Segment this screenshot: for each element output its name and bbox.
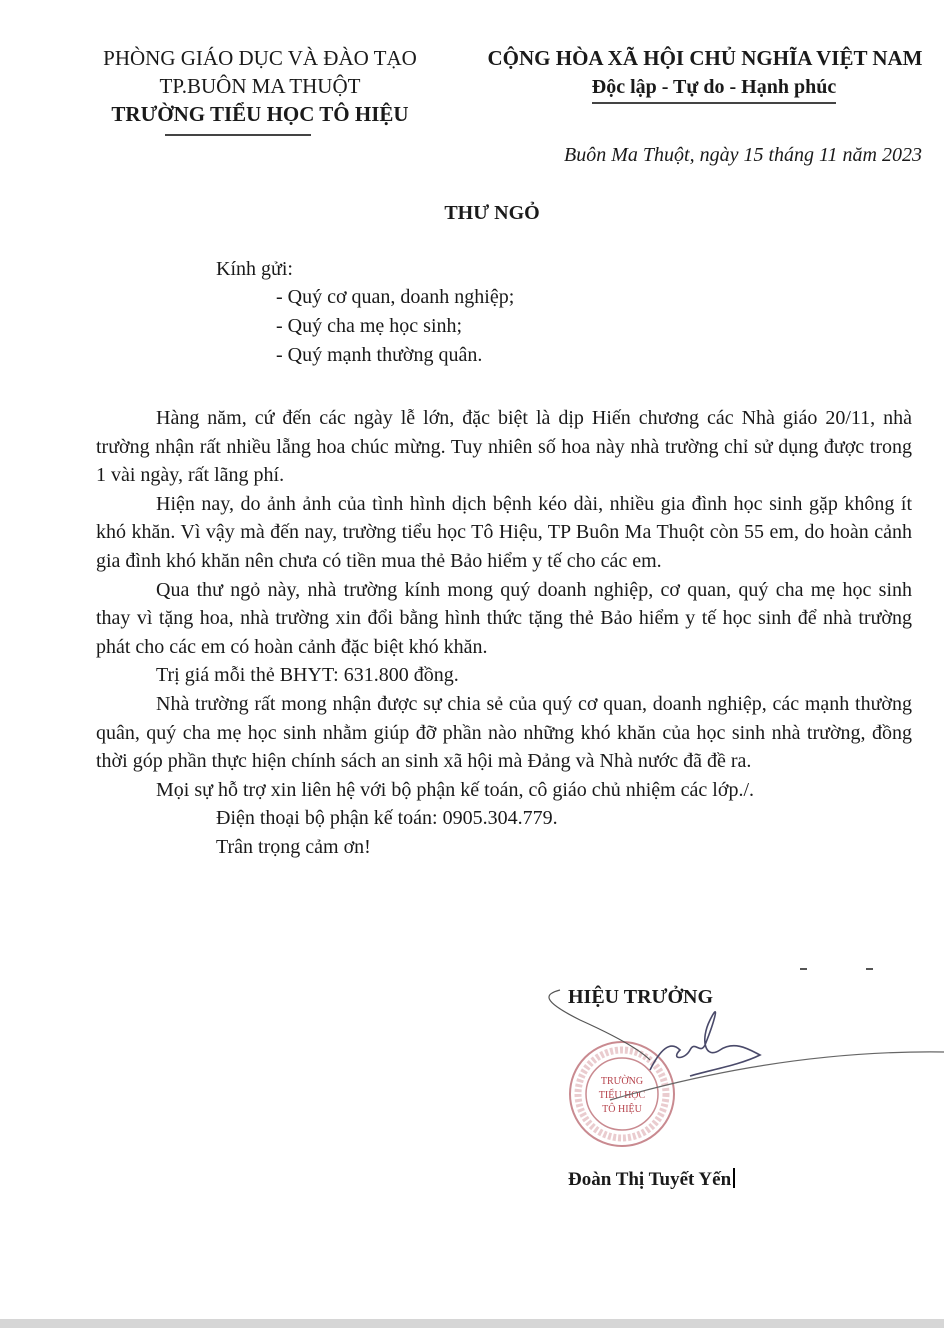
scan-mark (800, 968, 807, 970)
svg-text:TRƯỜNG: TRƯỜNG (600, 1076, 644, 1087)
recipient-item: - Quý cha mẹ học sinh; (276, 315, 463, 337)
handwritten-signature-icon (520, 980, 944, 1130)
scan-mark (866, 968, 873, 970)
national-title: CỘNG HÒA XÃ HỘI CHỦ NGHĨA VIỆT NAM (487, 46, 923, 70)
letter-title: THƯ NGỎ (444, 202, 540, 224)
recipient-item: - Quý mạnh thường quân. (276, 344, 483, 366)
recipient-item: - Quý cơ quan, doanh nghiệp; (276, 286, 515, 308)
text-cursor (733, 1168, 735, 1188)
body-paragraph: Hiện nay, do ảnh ảnh của tình hình dịch bệnh kéo dài, nhiều gia đình học sinh gặp không ít khó khăn. Vì vậy mà đến nay, trường tiểu học Tô Hiệu, TP Buôn Ma Thuột còn 55 em, do hoàn cảnh gia đình khó khăn nên chưa có tiền mua thẻ Bảo hiểm y tế cho các em. (96, 492, 912, 572)
header-underline (165, 134, 311, 136)
body-paragraph: Hàng năm, cứ đến các ngày lễ lớn, đặc biệt là dịp Hiến chương các Nhà giáo 20/11, nhà trường nhận rất nhiều lẵng hoa chúc mừng. Tuy nhiên số hoa này nhà trường chỉ sử dụng được trong 1 vài ngày, rất lãng phí. (96, 407, 912, 487)
signatory-name: Đoàn Thị Tuyết Yến (568, 1168, 735, 1191)
body-paragraph: Qua thư ngỏ này, nhà trường kính mong quý doanh nghiệp, cơ quan, quý cha mẹ học sinh thay vì tặng hoa, nhà trường xin đổi bằng hình thức tặng thẻ Bảo hiểm y tế học sinh để nhà trường phát cho các em có hoàn cảnh đặc biệt khó khăn. (96, 578, 912, 658)
city-name: TP.BUÔN MA THUỘT (159, 74, 361, 98)
svg-text:TÔ HIỆU: TÔ HIỆU (602, 1104, 642, 1115)
issuing-authority-block (60, 44, 460, 136)
greeting: Kính gửi: (216, 258, 293, 280)
document-date: Buôn Ma Thuột, ngày 15 tháng 11 năm 2023 (564, 144, 922, 166)
national-motto: Độc lập - Tự do - Hạnh phúc (592, 73, 836, 104)
svg-text:TIỂU HỌC: TIỂU HỌC (598, 1090, 646, 1101)
national-heading-block (470, 44, 940, 104)
bottom-edge (0, 1319, 944, 1328)
letter-body (96, 404, 912, 862)
department-name: PHÒNG GIÁO DỤC VÀ ĐÀO TẠO (103, 46, 417, 70)
thanks-line: Trân trọng cảm ơn! (216, 835, 371, 858)
signatory-title: HIỆU TRƯỞNG (568, 986, 714, 1008)
body-paragraph: Mọi sự hỗ trợ xin liên hệ với bộ phận kế toán, cô giáo chủ nhiệm các lớp./. (156, 778, 754, 801)
contact-phone: Điện thoại bộ phận kế toán: 0905.304.779. (216, 807, 558, 830)
school-name: TRƯỜNG TIỂU HỌC TÔ HIỆU (111, 102, 409, 126)
body-paragraph: Nhà trường rất mong nhận được sự chia sẻ của quý cơ quan, doanh nghiệp, các mạnh thường quân, quý cha mẹ học sinh nhằm giúp đỡ phần nào những khó khăn của học sinh nhà trường, đồng thời góp phần thực hiện chính sách an sinh xã hội mà Đảng và Nhà nước đã đề ra. (96, 692, 912, 773)
card-value: Trị giá mỗi thẻ BHYT: 631.800 đồng. (156, 664, 459, 687)
